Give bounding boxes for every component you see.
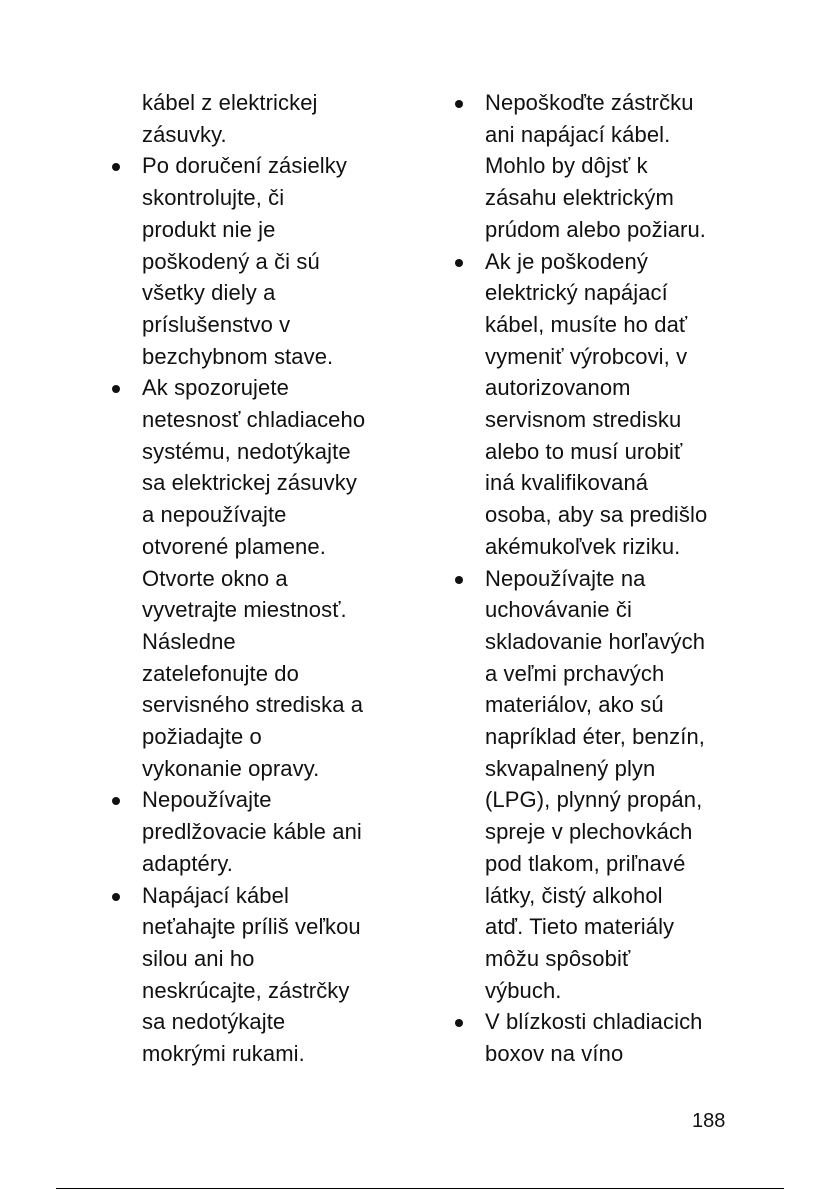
text-line: materiálov, ako sú <box>485 692 664 718</box>
text-line: vyvetrajte miestnosť. <box>142 597 347 623</box>
text-line: (LPG), plynný propán, <box>485 787 703 813</box>
text-line: Mohlo by dôjsť k <box>485 153 648 179</box>
text-line: V blízkosti chladiacich <box>485 1009 703 1035</box>
text-line: skvapalnený plyn <box>485 755 656 781</box>
text-line: látky, čistý alkohol <box>485 882 663 908</box>
text-line: bezchybnom stave. <box>142 343 334 369</box>
text-line: zatelefonujte do <box>142 660 299 686</box>
text-line: mokrými rukami. <box>142 1041 305 1067</box>
text-line: vymeniť výrobcovi, v <box>485 343 688 369</box>
text-line: otvorené plamene. <box>142 533 326 559</box>
text-line: predlžovacie káble ani <box>142 819 362 845</box>
text-line: Nepoužívajte na <box>485 565 646 591</box>
bullet-icon <box>112 893 120 901</box>
text-line: servisnom stredisku <box>485 407 682 433</box>
text-line: napríklad éter, benzín, <box>485 724 706 750</box>
text-line: skontrolujte, či <box>142 185 285 211</box>
text-line: spreje v plechovkách <box>485 819 693 845</box>
text-line: a nepoužívajte <box>142 502 287 528</box>
text-line: osoba, aby sa predišlo <box>485 502 708 528</box>
list-item <box>455 87 730 246</box>
text-line: netesnosť chladiaceho <box>142 407 366 433</box>
text-line: elektrický napájací <box>485 280 668 306</box>
text-line: silou ani ho <box>142 945 255 971</box>
text-line: Následne <box>142 628 236 654</box>
text-line: neskrúcajte, zástrčky <box>142 977 350 1003</box>
text-line: alebo to musí urobiť <box>485 438 683 464</box>
text-line: Nepoškoďte zástrčku <box>485 90 694 115</box>
list-item <box>112 150 382 372</box>
bullet-icon <box>112 797 120 805</box>
footer-divider <box>56 1188 784 1189</box>
bullet-icon <box>455 576 463 584</box>
text-line: Napájací kábel <box>142 882 289 908</box>
text-line: vykonanie opravy. <box>142 755 320 781</box>
bullet-icon <box>112 385 120 393</box>
text-line: autorizovanom <box>485 375 631 401</box>
list-item-text <box>485 1006 730 1069</box>
continued-text <box>112 87 382 150</box>
text-line: požiadajte o <box>142 724 262 750</box>
text-line: Ak spozorujete <box>142 375 289 401</box>
text-line: zásuvky. <box>142 121 227 147</box>
page-number: 188 <box>692 1110 726 1132</box>
text-line: atď. Tieto materiály <box>485 914 675 940</box>
bullet-list-left <box>112 150 382 1069</box>
list-item <box>455 563 730 1007</box>
bullet-list-right <box>455 87 730 1070</box>
list-item-text <box>485 563 730 1007</box>
text-line: akémukoľvek riziku. <box>485 533 681 559</box>
text-line: uchovávanie či <box>485 597 632 623</box>
bullet-icon <box>455 1019 463 1027</box>
text-line: Nepoužívajte <box>142 787 272 813</box>
text-line: produkt nie je <box>142 216 276 242</box>
text-line: adaptéry. <box>142 850 233 876</box>
text-line: sa elektrickej zásuvky <box>142 470 357 496</box>
text-line: príslušenstvo v <box>142 311 291 337</box>
bullet-icon <box>112 163 120 171</box>
text-line: všetky diely a <box>142 280 276 306</box>
list-item <box>112 880 382 1070</box>
list-item-text <box>142 784 382 879</box>
text-line: a veľmi prchavých <box>485 660 665 686</box>
list-item <box>112 372 382 784</box>
list-item <box>455 1006 730 1069</box>
right-column <box>455 87 730 1070</box>
text-line: kábel, musíte ho dať <box>485 311 688 337</box>
text-line: systému, nedotýkajte <box>142 438 351 464</box>
text-line: servisného strediska a <box>142 692 364 718</box>
text-line: Ak je poškodený <box>485 248 648 274</box>
text-line: výbuch. <box>485 977 562 1003</box>
list-item-text <box>142 150 382 372</box>
text-line: zásahu elektrickým <box>485 185 674 211</box>
text-line: Otvorte okno a <box>142 565 288 591</box>
text-line: boxov na víno <box>485 1041 624 1067</box>
list-item-text <box>485 87 730 246</box>
text-line: neťahajte príliš veľkou <box>142 914 361 940</box>
list-item-text <box>142 880 382 1070</box>
list-item <box>455 246 730 563</box>
text-line: kábel z elektrickej <box>142 90 318 115</box>
text-line: poškodený a či sú <box>142 248 320 274</box>
list-item <box>112 784 382 879</box>
text-line: môžu spôsobiť <box>485 945 631 971</box>
bullet-icon <box>455 259 463 267</box>
text-line: pod tlakom, priľnavé <box>485 850 686 876</box>
left-column <box>112 87 382 1070</box>
text-line: skladovanie horľavých <box>485 628 706 654</box>
text-line: Po doručení zásielky <box>142 153 347 179</box>
text-line: iná kvalifikovaná <box>485 470 649 496</box>
text-line: sa nedotýkajte <box>142 1009 286 1035</box>
list-item-text <box>142 372 382 784</box>
list-item-text <box>485 246 730 563</box>
text-line: ani napájací kábel. <box>485 121 671 147</box>
text-line: prúdom alebo požiaru. <box>485 216 707 242</box>
bullet-icon <box>455 100 463 108</box>
